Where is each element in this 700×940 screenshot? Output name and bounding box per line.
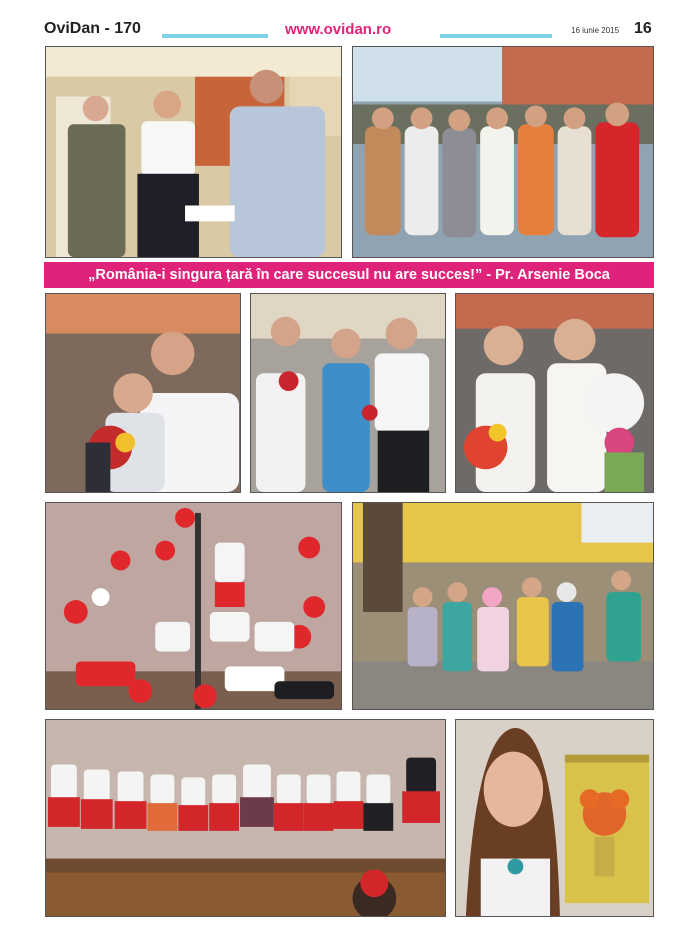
publication-title: OviDan - 170	[44, 20, 141, 37]
photo-children-street	[352, 502, 654, 710]
header-rule-left	[162, 34, 268, 38]
photo-group-with-flowers	[250, 293, 446, 493]
photo-girl-with-painting	[455, 719, 654, 917]
issue-date: 16 iunie 2015	[571, 26, 620, 35]
photo-award-ceremony	[45, 46, 342, 258]
photo-graduates-line	[352, 46, 654, 258]
photo-girls-bouquets	[455, 293, 654, 493]
quote-banner: „România-i singura țară în care succesul nu are succes!” - Pr. Arsenie Boca	[44, 262, 654, 288]
header-rule-right	[440, 34, 552, 38]
website-link[interactable]: www.ovidan.ro	[285, 21, 392, 38]
photo-choir-performance	[45, 719, 446, 917]
photo-teacher-with-graduate	[45, 293, 241, 493]
photo-cheerleaders-stage	[45, 502, 342, 710]
page-number: 16	[634, 20, 652, 37]
